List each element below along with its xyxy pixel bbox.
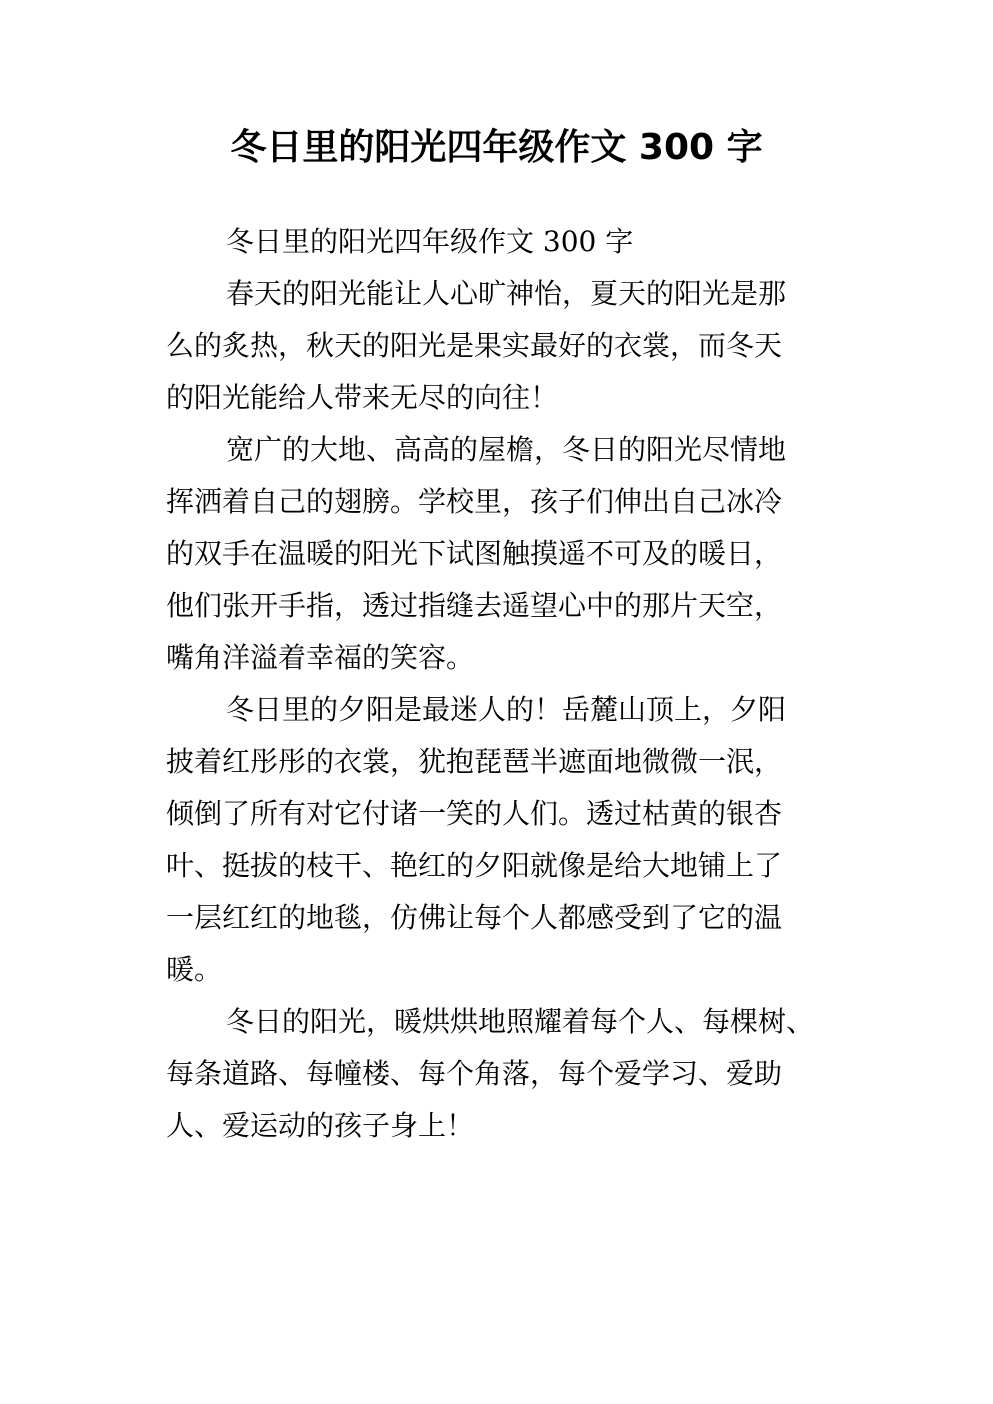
paragraph-line: 的双手在温暖的阳光下试图触摸遥不可及的暖日， [166,537,783,570]
paragraph-line: 的阳光能给人带来无尽的向往！ [166,381,559,414]
paragraph-line: 他们张开手指，透过指缝去遥望心中的那片天空， [166,589,783,622]
paragraph-line: 冬日的阳光，暖烘烘地照耀着每个人、每棵树、 [226,1005,815,1038]
paragraph-line: 披着红彤彤的衣裳，犹抱琵琶半遮面地微微一泯， [166,745,783,778]
paragraph-3 [166,424,836,684]
paragraph-2 [166,268,836,424]
paragraph-line: 宽广的大地、高高的屋檐，冬日的阳光尽情地 [226,433,787,466]
document-body [166,216,836,1152]
paragraph-line: 叶、挺拔的枝干、艳红的夕阳就像是给大地铺上了 [166,849,783,882]
document-title: 冬日里的阳光四年级作文 300 字 [230,127,763,168]
paragraph-4 [166,684,836,996]
paragraph-line: 一层红红的地毯，仿佛让每个人都感受到了它的温 [166,901,783,934]
paragraph-line: 冬日里的阳光四年级作文 300 字 [226,225,634,258]
paragraph-line: 嘴角洋溢着幸福的笑容。 [166,641,475,674]
paragraph-line: 暖。 [166,953,223,986]
paragraph-line: 冬日里的夕阳是最迷人的！岳麓山顶上，夕阳 [226,693,787,726]
paragraph-line: 挥洒着自己的翅膀。学校里，孩子们伸出自己冰冷 [166,485,783,518]
paragraph-line: 么的炙热，秋天的阳光是果实最好的衣裳，而冬天 [166,329,783,362]
paragraph-line: 春天的阳光能让人心旷神怡，夏天的阳光是那 [226,277,787,310]
paragraph-line: 倾倒了所有对它付诸一笑的人们。透过枯黄的银杏 [166,797,783,830]
paragraph-line: 人、爱运动的孩子身上！ [166,1109,475,1142]
paragraph-5 [166,996,836,1152]
paragraph-1 [166,216,836,268]
paragraph-line: 每条道路、每幢楼、每个角落，每个爱学习、爱助 [166,1057,783,1090]
